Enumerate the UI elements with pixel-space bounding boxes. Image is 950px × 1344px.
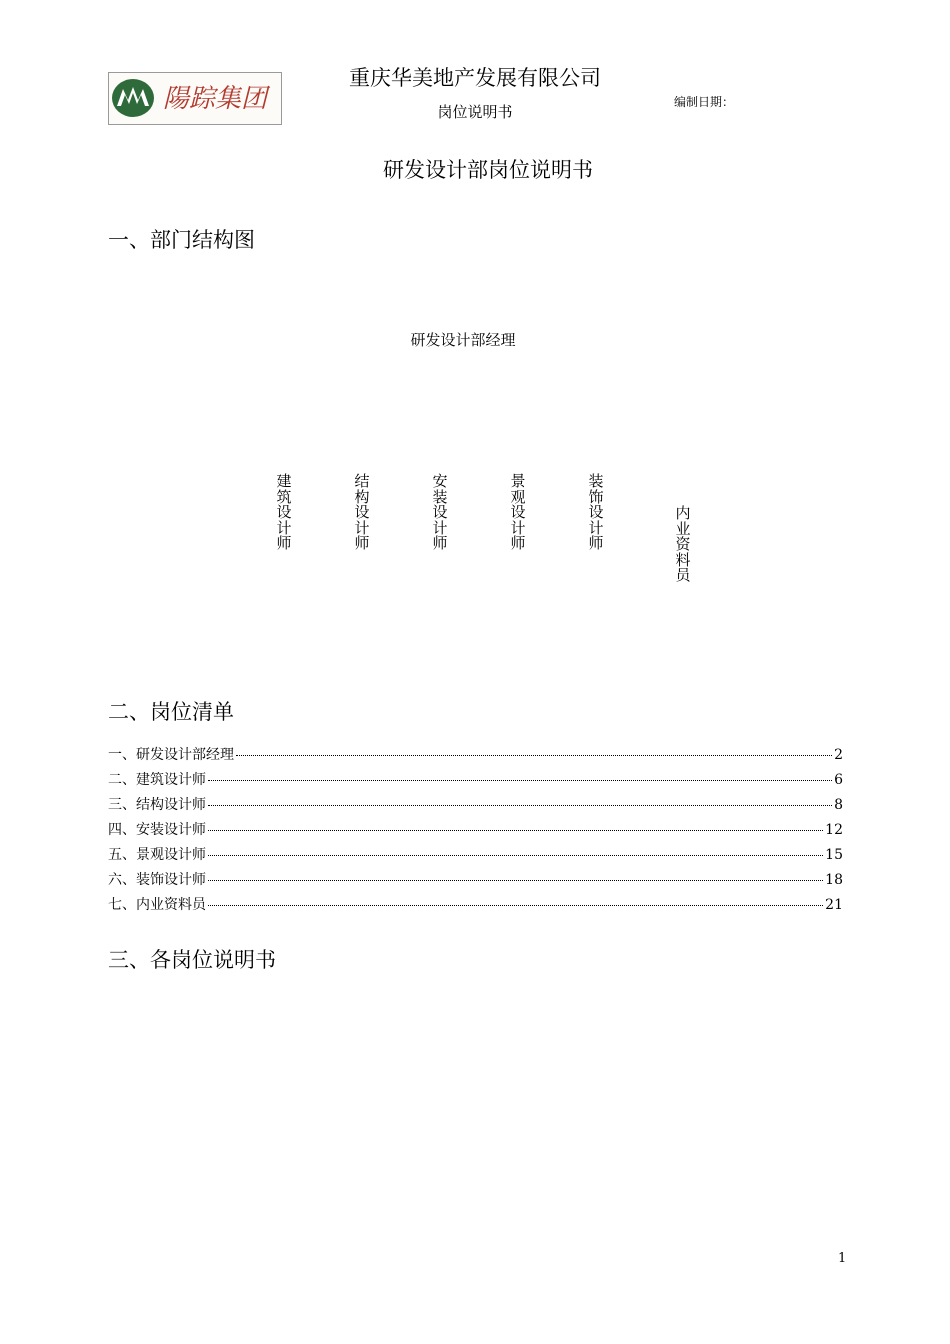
toc-leader-dots [236,755,832,756]
org-node-role: 内业资料员 [675,504,691,584]
toc-entry-label: 一、研发设计部经理 [108,747,234,763]
toc-leader-dots [208,905,823,906]
org-node-role: 结构设计师 [354,472,370,552]
toc-leader-dots [208,805,832,806]
section-heading-structure: 一、部门结构图 [108,228,255,252]
toc-entry-page: 21 [825,897,843,913]
org-node-role: 安装设计师 [432,472,448,552]
toc-leader-dots [208,780,832,781]
logo-wordmark: 陽踪集团 [162,84,268,114]
toc-entry-label: 五、景观设计师 [108,847,206,863]
compile-date-label: 编制日期： [674,95,735,109]
toc-entry-page: 12 [825,822,843,838]
toc-entry-page: 15 [825,847,843,863]
toc-leader-dots [208,855,823,856]
toc-entry[interactable] [108,744,843,769]
org-node-manager: 研发设计部经理 [410,331,516,349]
document-type: 岗位说明书 [437,103,513,121]
toc-entry[interactable] [108,819,843,844]
page-number: 1 [838,1251,847,1266]
position-list [108,744,843,919]
toc-entry[interactable] [108,844,843,869]
org-node-role: 建筑设计师 [276,472,292,552]
toc-leader-dots [208,880,823,881]
toc-entry-label: 六、装饰设计师 [108,872,206,888]
page-title: 研发设计部岗位说明书 [383,158,593,182]
toc-entry[interactable] [108,894,843,919]
company-name: 重庆华美地产发展有限公司 [349,66,601,90]
toc-entry-page: 2 [834,747,843,763]
toc-entry[interactable] [108,794,843,819]
toc-entry-page: 18 [825,872,843,888]
toc-entry-page: 8 [834,797,843,813]
section-heading-descriptions: 三、各岗位说明书 [108,948,276,972]
org-node-role: 景观设计师 [510,472,526,552]
toc-entry-label: 四、安装设计师 [108,822,206,838]
section-heading-position-list: 二、岗位清单 [108,700,234,724]
toc-entry[interactable] [108,769,843,794]
toc-entry-label: 七、内业资料员 [108,897,206,913]
toc-entry-page: 6 [834,772,843,788]
toc-leader-dots [208,830,823,831]
org-node-role: 装饰设计师 [588,472,604,552]
toc-entry-label: 三、结构设计师 [108,797,206,813]
toc-entry[interactable] [108,869,843,894]
toc-entry-label: 二、建筑设计师 [108,772,206,788]
